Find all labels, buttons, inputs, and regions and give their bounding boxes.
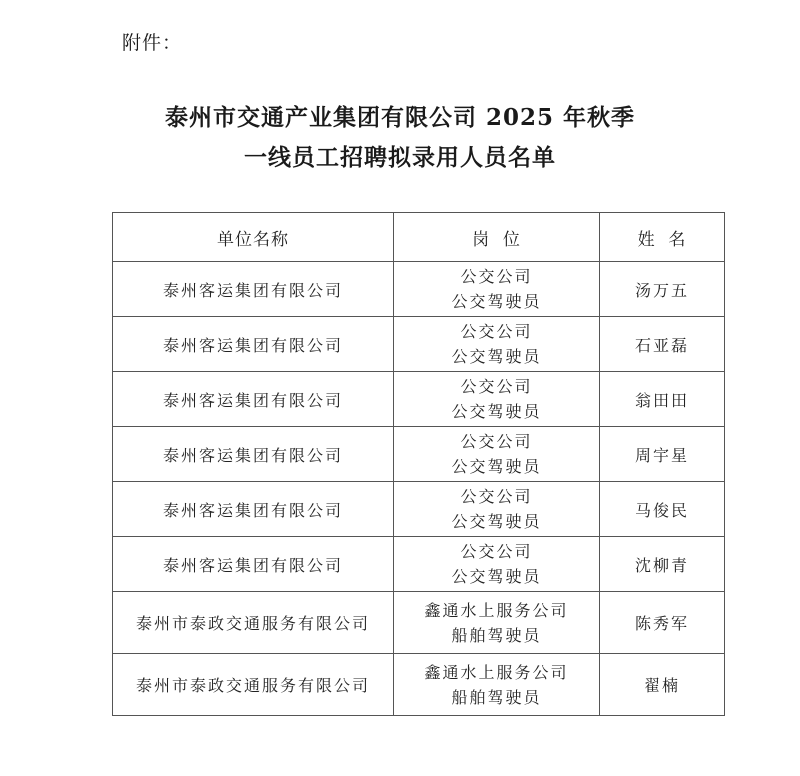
position-dept: 公交公司	[460, 322, 533, 341]
table-row	[113, 537, 725, 592]
position-role: 公交驾驶员	[451, 402, 542, 421]
position-dept: 公交公司	[460, 542, 533, 561]
position-role: 公交驾驶员	[451, 457, 542, 476]
position-dept: 公交公司	[460, 487, 533, 506]
table-row	[113, 427, 725, 482]
position-role: 公交驾驶员	[451, 292, 542, 311]
unit-cell: 泰州客运集团有限公司	[113, 482, 394, 537]
position-dept: 公交公司	[460, 377, 533, 396]
position-dept: 公交公司	[460, 432, 533, 451]
position-dept: 鑫通水上服务公司	[424, 600, 569, 620]
hiring-roster-table	[112, 212, 725, 716]
position-cell	[394, 427, 600, 482]
name-cell: 马俊民	[600, 482, 725, 537]
table-header-row	[113, 213, 725, 262]
unit-cell: 泰州客运集团有限公司	[113, 427, 394, 482]
unit-cell: 泰州客运集团有限公司	[113, 372, 394, 427]
name-cell: 翁田田	[600, 372, 725, 427]
position-cell	[394, 482, 600, 537]
position-cell	[394, 654, 600, 716]
unit-cell: 泰州客运集团有限公司	[113, 317, 394, 372]
position-role: 公交驾驶员	[451, 567, 542, 586]
position-cell	[394, 372, 600, 427]
table-row	[113, 317, 725, 372]
name-cell: 陈秀军	[600, 592, 725, 654]
position-cell	[394, 317, 600, 372]
position-dept: 鑫通水上服务公司	[424, 662, 569, 682]
name-cell: 石亚磊	[600, 317, 725, 372]
position-cell	[394, 537, 600, 592]
position-cell	[394, 592, 600, 654]
unit-cell: 泰州客运集团有限公司	[113, 262, 394, 317]
header-name: 姓 名	[600, 213, 725, 262]
document-title-line-1: 泰州市交通产业集团有限公司 2025 年秋季	[164, 104, 636, 131]
position-role: 公交驾驶员	[451, 347, 542, 366]
document-title-line-2: 一线员工招聘拟录用人员名单	[244, 144, 556, 171]
name-cell: 汤万五	[600, 262, 725, 317]
table-row	[113, 654, 725, 716]
position-cell	[394, 262, 600, 317]
position-role: 船舶驾驶员	[451, 625, 542, 645]
table-row	[113, 592, 725, 654]
name-cell: 沈柳青	[600, 537, 725, 592]
header-unit: 单位名称	[113, 213, 394, 262]
unit-cell: 泰州市泰政交通服务有限公司	[113, 592, 394, 654]
table-row	[113, 262, 725, 317]
name-cell: 周宇星	[600, 427, 725, 482]
header-position: 岗 位	[394, 213, 600, 262]
position-role: 公交驾驶员	[451, 512, 542, 531]
table-row	[113, 372, 725, 427]
unit-cell: 泰州市泰政交通服务有限公司	[113, 654, 394, 716]
table-row	[113, 482, 725, 537]
position-dept: 公交公司	[460, 267, 533, 286]
position-role: 船舶驾驶员	[451, 687, 542, 707]
attachment-label: 附件：	[122, 32, 183, 54]
unit-cell: 泰州客运集团有限公司	[113, 537, 394, 592]
name-cell: 翟楠	[600, 654, 725, 716]
